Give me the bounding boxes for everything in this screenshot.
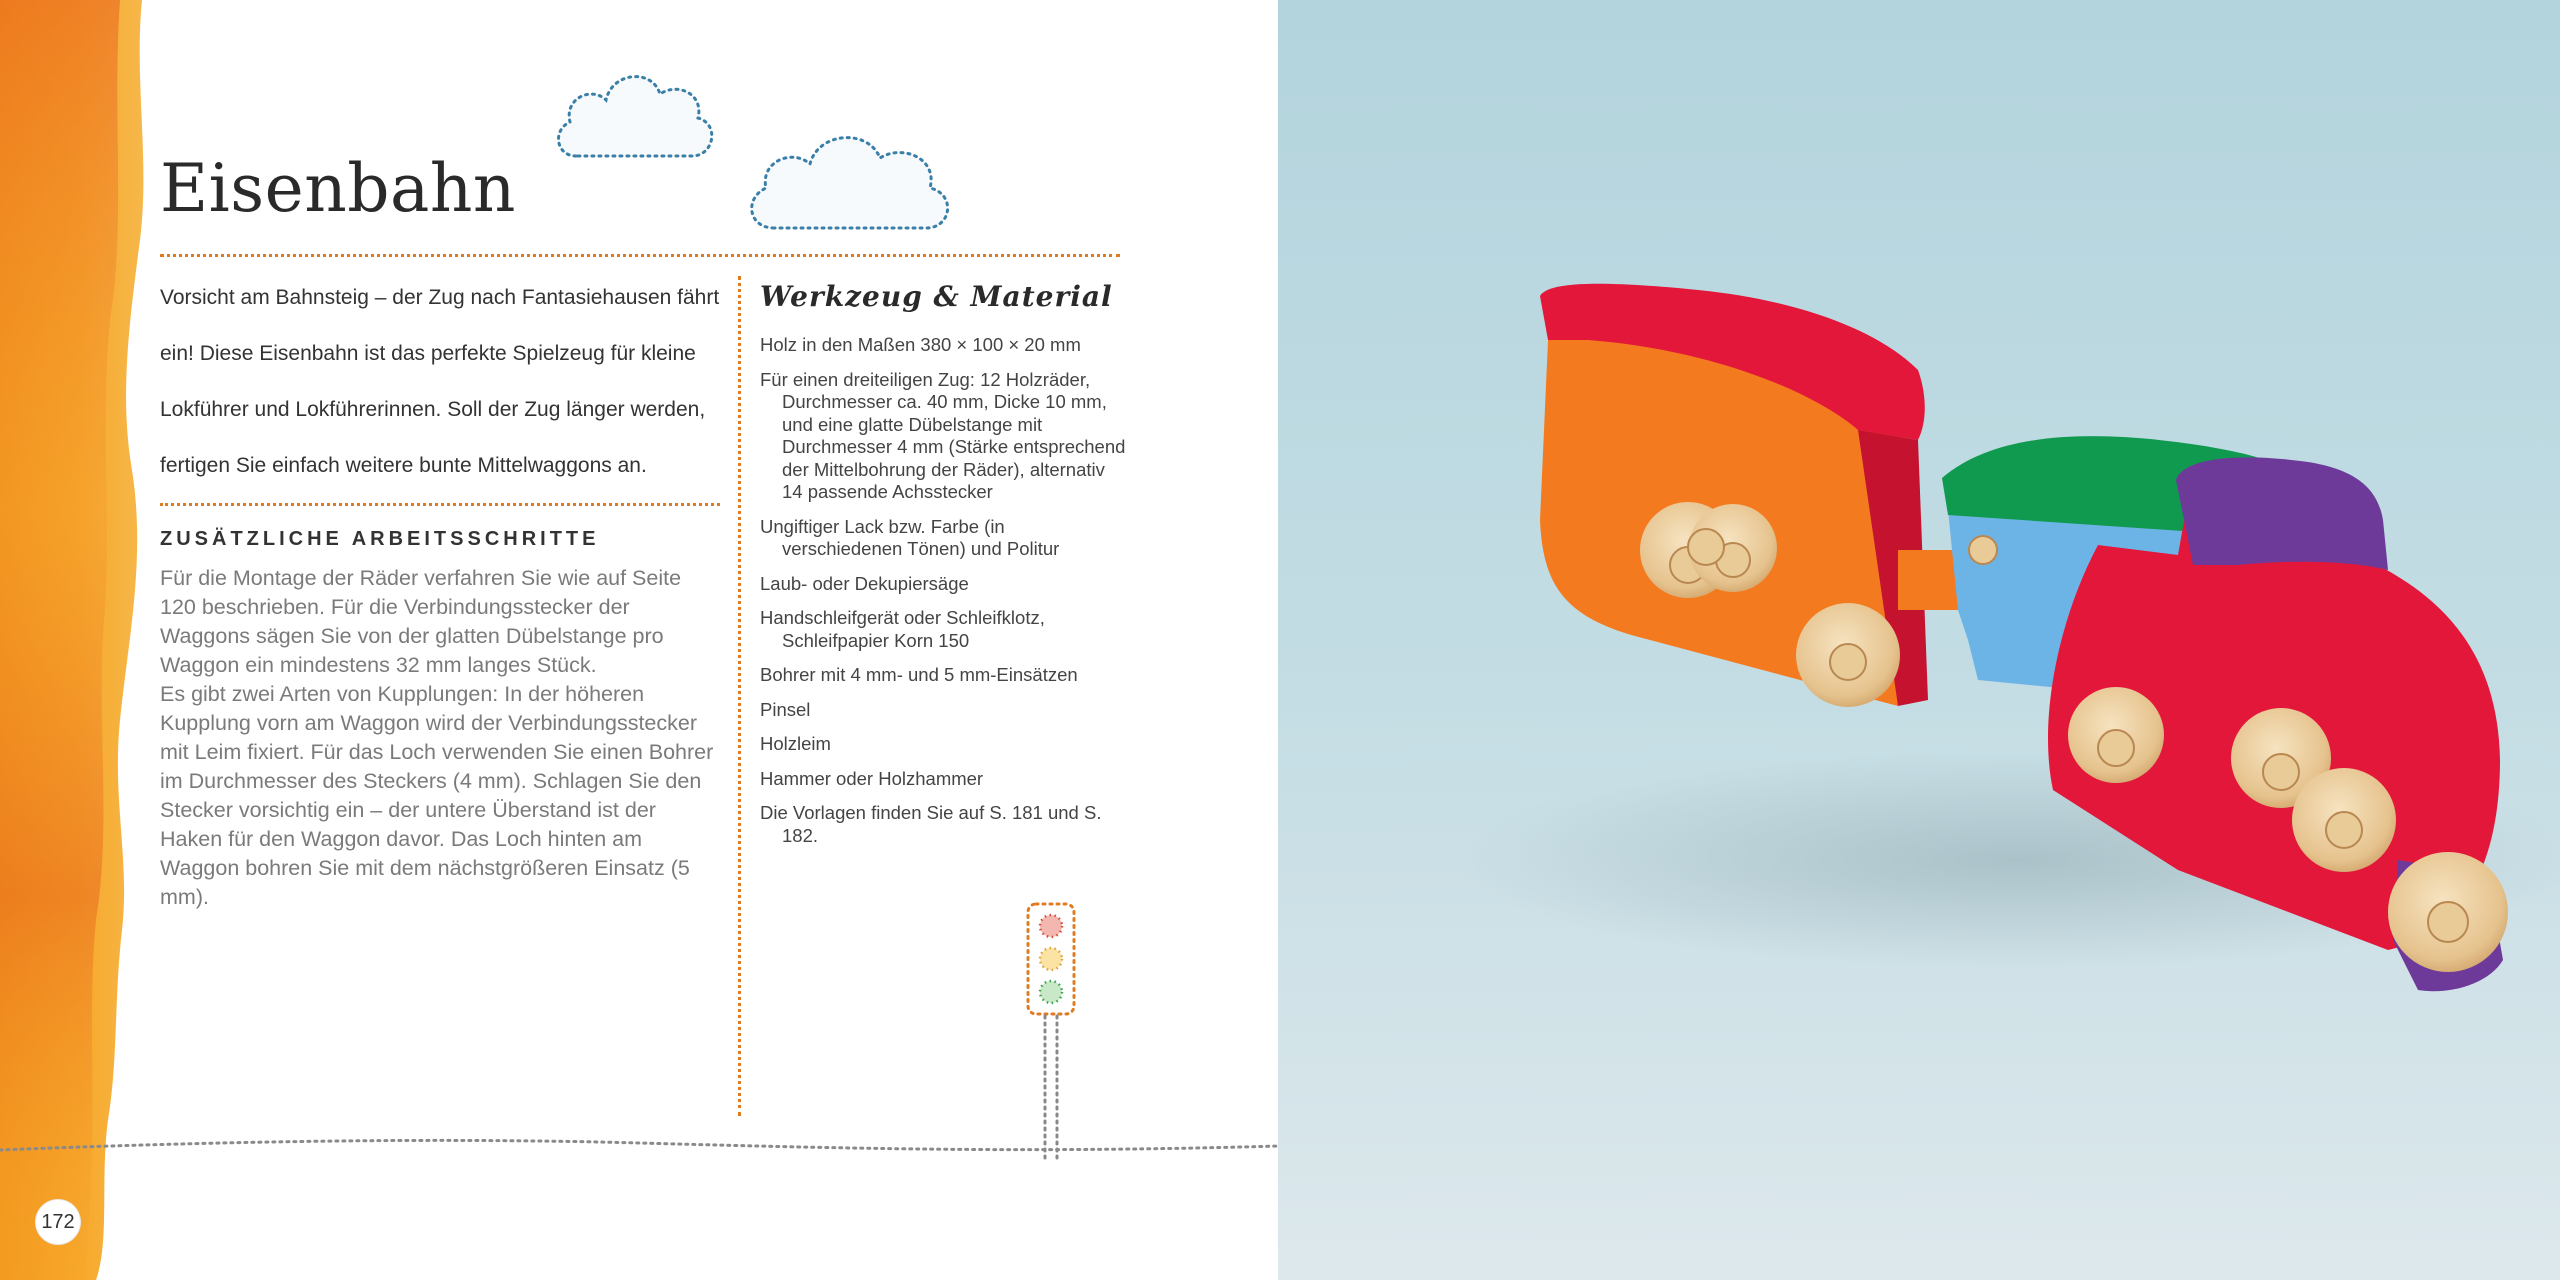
intro-text: Vorsicht am Bahnsteig – der Zug nach Fantasiehausen fährt ein! Diese Eisenbahn ist das perfekte Spielzeug für kleine Lokführer und Lokführerinnen. Soll der Zug länger werden, fertigen Sie einfach weitere bunte Mittelwaggons an.: [160, 286, 720, 477]
materials-heading: Werkzeug & Material: [760, 280, 1113, 313]
steps-paragraph: Für die Montage der Räder verfahren Sie wie auf Seite 120 beschrieben. Für die Verbindungsstecker der Waggons sägen Sie von der glatten Dübelstange pro Waggon ein mindestens 32 mm langes Stück.: [160, 566, 682, 677]
materials-item: Bohrer mit 4 mm- und 5 mm-Einsätzen: [760, 664, 1078, 685]
cloud-icon: [740, 118, 962, 240]
steps-text: [160, 564, 720, 912]
steps-paragraph: Es gibt zwei Arten von Kupplungen: In der höheren Kupplung vorn am Waggon wird der Verbindungsstecker mit Leim fixiert. Für das Loch verwenden Sie einen Bohrer im Durchmesser des Steckers (4 mm). Schlagen Sie den Stecker vorsichtig ein – der untere Überstand ist der Haken für den Waggon davor. Das Loch hinten am Waggon bohren Sie mit dem nächstgrößeren Einsatz (5 mm).: [160, 682, 714, 909]
materials-item: Laub- oder Dekupiersäge: [760, 572, 969, 594]
cloud-icon: [548, 58, 720, 168]
materials-item: Pinsel: [760, 698, 811, 720]
materials-list: [760, 334, 1130, 859]
ground-line: [0, 1120, 1278, 1180]
train-photo: [1278, 0, 2560, 1280]
left-page: [0, 0, 1278, 1280]
column-divider: [738, 276, 741, 1116]
materials-item: Holzleim: [760, 733, 831, 754]
materials-item: Für einen dreiteiligen Zug: 12 Holzräder, Durchmesser ca. 40 mm, Dicke 10 mm, und eine glatte Dübelstange mit Durchmesser 4 mm (Stärke entsprechend der Mittelbohrung der Räder), alternativ 14 passende Achsstecker: [760, 368, 1126, 502]
materials-item: Die Vorlagen finden Sie auf S. 181 und S. 182.: [760, 802, 1102, 846]
materials-item: Hammer oder Holzhammer: [760, 767, 984, 789]
page-title: Eisenbahn: [160, 150, 516, 227]
materials-item: Handschleifgerät oder Schleifklotz, Schleifpapier Korn 150: [760, 607, 1045, 651]
materials-item: Ungiftiger Lack bzw. Farbe (in verschiedenen Tönen) und Politur: [760, 515, 1060, 559]
right-page: [1278, 0, 2560, 1280]
intro-divider: [160, 503, 720, 506]
page-number: 172: [36, 1200, 80, 1244]
watercolor-border: [0, 0, 150, 1280]
title-divider: [160, 254, 1120, 257]
materials-item: Holz in den Maßen 380 × 100 × 20 mm: [760, 334, 1081, 355]
steps-heading: ZUSÄTZLICHE ARBEITSSCHRITTE: [160, 528, 600, 550]
